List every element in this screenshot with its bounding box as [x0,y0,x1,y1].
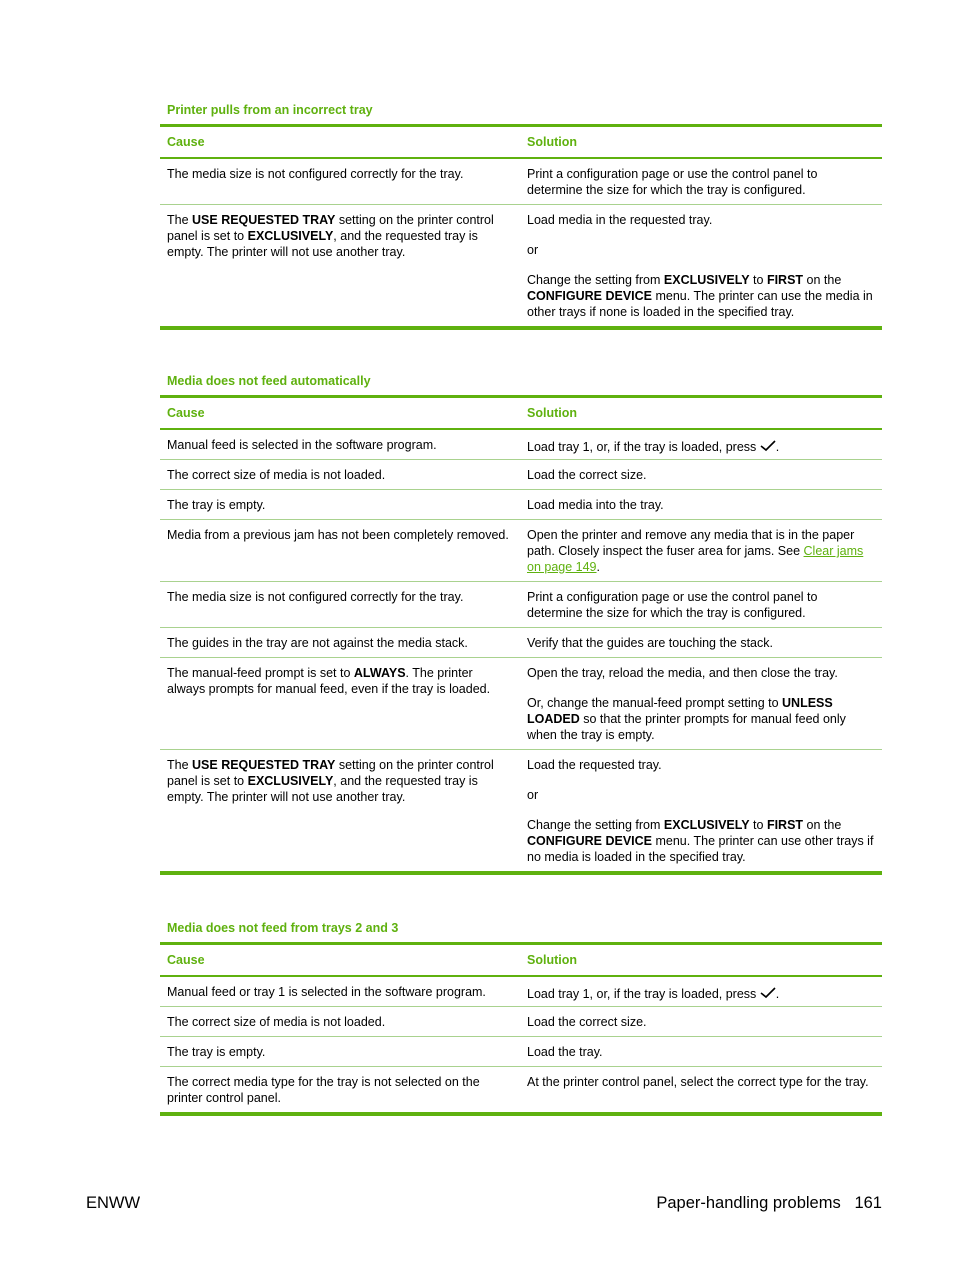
section-title: Printer pulls from an incorrect tray [167,103,373,117]
clear-jams-link[interactable]: Clear jams on page 149 [527,544,864,574]
table-row [160,1037,882,1067]
solution-paragraph: Change the setting from EXCLUSIVELY to FIRST on the CONFIGURE DEVICE menu. The printer can use the media in other trays if none is loaded in the specified tray. [527,273,873,319]
table-row [160,976,882,1007]
solution-cell: Print a configuration page or use the control panel to determine the size for which the tray is configured. [520,582,882,628]
cause-cell: The USE REQUESTED TRAY setting on the printer control panel is set to EXCLUSIVELY, and the requested tray is empty. The printer will not use another tray. [160,750,520,874]
cause-cell: The media size is not configured correctly for the tray. [160,582,520,628]
solution-cell [520,750,882,874]
solution-cell: Print a configuration page or use the control panel to determine the size for which the tray is configured. [520,158,882,205]
table-row [160,490,882,520]
table-header-row [160,944,882,977]
cause-cell: The tray is empty. [160,1037,520,1067]
column-header-cause: Cause [160,397,520,430]
table-row [160,1067,882,1115]
cause-cell: Manual feed or tray 1 is selected in the software program. [160,976,520,1007]
table-row [160,520,882,582]
section-no-feed-trays-2-3 [160,919,882,1116]
section-no-auto-feed [160,372,882,875]
solution-cell [520,658,882,750]
cause-cell: The manual-feed prompt is set to ALWAYS. The printer always prompts for manual feed, even if the tray is loaded. [160,658,520,750]
troubleshooting-table [160,395,882,875]
cause-cell: The guides in the tray are not against the media stack. [160,628,520,658]
column-header-solution: Solution [520,126,882,159]
column-header-solution: Solution [520,944,882,977]
solution-cell: Open the printer and remove any media that is in the paper path. Closely inspect the fuser area for jams. See Clear jams on page 149. [520,520,882,582]
solution-paragraph: Or, change the manual-feed prompt setting to UNLESS LOADED so that the printer prompts for manual feed only when the tray is empty. [527,696,846,742]
solution-cell: Load tray 1, or, if the tray is loaded, press . [520,976,882,1007]
cause-cell: The USE REQUESTED TRAY setting on the printer control panel is set to EXCLUSIVELY, and the requested tray is empty. The printer will not use another tray. [160,205,520,329]
table-row [160,750,882,874]
footer-left: ENWW [86,1194,141,1212]
solution-cell: Verify that the guides are touching the stack. [520,628,882,658]
table-header-row [160,397,882,430]
table-row [160,429,882,460]
column-header-cause: Cause [160,126,520,159]
solution-paragraph: Load the requested tray. [527,758,662,772]
section-title: Media does not feed automatically [167,374,371,388]
solution-paragraph: or [527,243,539,257]
solution-paragraph: Open the tray, reload the media, and then close the tray. [527,666,838,680]
table-row [160,658,882,750]
solution-cell [520,205,882,329]
solution-paragraph: or [527,788,539,802]
table-row [160,582,882,628]
table-row [160,460,882,490]
column-header-cause: Cause [160,944,520,977]
solution-cell: Load the correct size. [520,460,882,490]
solution-paragraph: Change the setting from EXCLUSIVELY to FIRST on the CONFIGURE DEVICE menu. The printer can use other trays if no media is loaded in the specified tray. [527,818,874,864]
cause-cell: The correct size of media is not loaded. [160,460,520,490]
table-row [160,628,882,658]
solution-paragraph: Load media in the requested tray. [527,213,713,227]
footer-right: Paper-handling problems 161 [656,1194,882,1212]
table-row [160,158,882,205]
checkmark-icon [760,440,776,452]
table-row [160,1007,882,1037]
solution-cell: At the printer control panel, select the correct type for the tray. [520,1067,882,1115]
section-incorrect-tray [160,101,882,330]
cause-cell: The media size is not configured correctly for the tray. [160,158,520,205]
solution-cell: Load tray 1, or, if the tray is loaded, press . [520,429,882,460]
cause-cell: Media from a previous jam has not been completely removed. [160,520,520,582]
column-header-solution: Solution [520,397,882,430]
cause-cell: The correct size of media is not loaded. [160,1007,520,1037]
table-row [160,205,882,329]
solution-cell: Load media into the tray. [520,490,882,520]
checkmark-icon [760,987,776,999]
solution-cell: Load the tray. [520,1037,882,1067]
cause-cell: The tray is empty. [160,490,520,520]
section-title: Media does not feed from trays 2 and 3 [167,921,399,935]
table-header-row [160,126,882,159]
cause-cell: The correct media type for the tray is not selected on the printer control panel. [160,1067,520,1115]
cause-cell: Manual feed is selected in the software program. [160,429,520,460]
solution-cell: Load the correct size. [520,1007,882,1037]
troubleshooting-table [160,124,882,330]
troubleshooting-table [160,942,882,1116]
